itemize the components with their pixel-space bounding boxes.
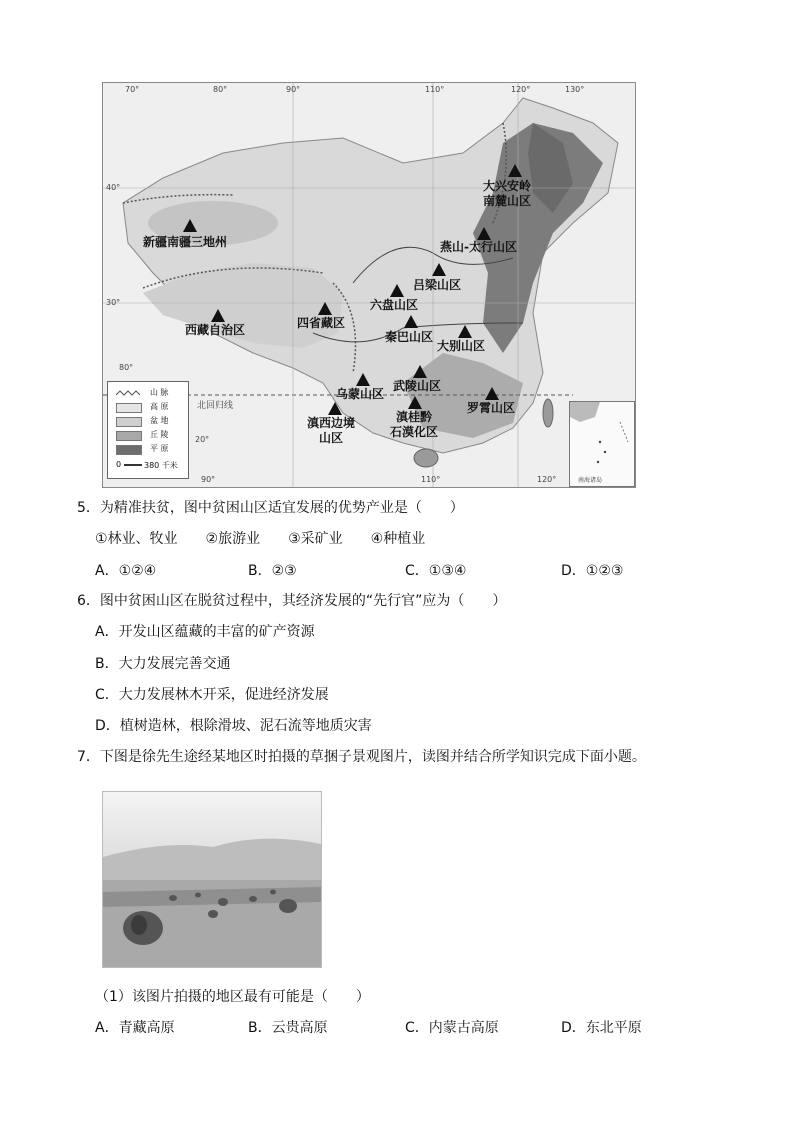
taiwan-island (543, 399, 553, 427)
region-marker-triangle (390, 284, 404, 297)
question-6-option-d[interactable]: D．植树造林，根除滑坡、泥石流等地质灾害 (95, 718, 372, 734)
region-label-luoxiao: 罗霄山区 (467, 401, 516, 415)
poverty-region-map (102, 82, 636, 488)
question-6-option-c[interactable]: C．大力发展林木开采，促进经济发展 (95, 687, 329, 703)
lon-label: 120° (537, 475, 557, 484)
lon-label: 120° (511, 85, 531, 94)
lat-label: 40° (106, 183, 121, 192)
region-label-liupan: 六盘山区 (370, 298, 419, 312)
lon-label: 110° (425, 85, 445, 94)
legend-item-plateau: 高 原 (116, 402, 186, 412)
mountain-symbol-icon (116, 389, 140, 397)
region-marker-triangle (485, 387, 499, 400)
region-label-dabie: 大别山区 (437, 339, 486, 353)
legend-item-hill: 丘 陵 (116, 430, 186, 440)
region-marker-triangle (508, 164, 522, 177)
haybale-landscape-photo (102, 791, 322, 968)
region-marker-triangle (413, 365, 427, 378)
region-marker-triangle (183, 219, 197, 232)
region-marker-triangle (356, 373, 370, 386)
region-label-wuling: 武陵山区 (393, 379, 442, 393)
region-label-qinba: 秦巴山区 (385, 330, 434, 344)
lon-label: 90° (286, 85, 301, 94)
question-7-option-b[interactable]: B．云贵高原 (248, 1020, 328, 1036)
lon-label: 110° (421, 475, 441, 484)
question-5-stem: 5．为精准扶贫，图中贫困山区适宜发展的优势产业是（ ） (77, 500, 464, 516)
legend-item-plain: 平 原 (116, 444, 186, 454)
region-label-dianguiqian: 滇桂黔 石漠化区 (390, 410, 439, 439)
region-marker-triangle (318, 302, 332, 315)
lon-label: 90° (201, 475, 216, 484)
region-marker-triangle (458, 325, 472, 338)
lon-label: 130° (565, 85, 585, 94)
region-label-daxinganling: 大兴安岭 南麓山区 (483, 179, 532, 208)
legend-item-mountain: 山 脉 (116, 388, 186, 398)
region-marker-triangle (211, 309, 225, 322)
question-7-option-c[interactable]: C．内蒙古高原 (405, 1020, 499, 1036)
question-5-items: ①林业、牧业 ②旅游业 ③采矿业 ④种植业 (95, 531, 426, 547)
question-5-option-a[interactable]: A．①②④ (95, 563, 157, 579)
scale-bar: 0 380 千米 (116, 460, 178, 470)
question-6-option-a[interactable]: A．开发山区蕴藏的丰富的矿产资源 (95, 624, 315, 640)
question-7-sub1-stem: （1）该图片拍摄的地区最有可能是（ ） (95, 989, 370, 1005)
map-legend (107, 381, 189, 479)
question-7-stem: 7．下图是徐先生途经某地区时拍摄的草捆子景观图片，读图并结合所学知识完成下面小题。 (77, 749, 646, 765)
question-5-option-b[interactable]: B．②③ (248, 563, 297, 579)
region-marker-triangle (432, 263, 446, 276)
region-marker-triangle (404, 315, 418, 328)
region-label-sisheng: 四省藏区 (297, 316, 346, 330)
question-6-option-b[interactable]: B．大力发展完善交通 (95, 656, 231, 672)
lon-label: 80° (213, 85, 228, 94)
lat-label: 80° (119, 363, 134, 372)
region-label-xinjiang: 新疆南疆三地州 (143, 235, 228, 249)
south-china-sea-inset (569, 401, 635, 487)
hainan-island (414, 449, 438, 467)
lat-label: 30° (106, 298, 121, 307)
region-marker-triangle (328, 402, 342, 415)
question-5-option-c[interactable]: C．①③④ (405, 563, 467, 579)
region-label-dianxi: 滇西边境 山区 (307, 416, 356, 445)
region-marker-triangle (408, 396, 422, 409)
lat-label: 20° (195, 435, 210, 444)
tropic-label: 北回归线 (197, 401, 234, 411)
region-label-xizang: 西藏自治区 (185, 323, 246, 337)
region-label-yanshan: 燕山-太行山区 (440, 240, 517, 254)
inset-label: 南海诸岛 (578, 477, 603, 484)
region-marker-triangle (477, 227, 491, 240)
question-7-option-a[interactable]: A．青藏高原 (95, 1020, 175, 1036)
question-7-option-d[interactable]: D．东北平原 (561, 1020, 642, 1036)
question-6-stem: 6．图中贫困山区在脱贫过程中，其经济发展的“先行官”应为（ ） (77, 593, 507, 609)
lon-label: 70° (125, 85, 140, 94)
question-5-option-d[interactable]: D．①②③ (561, 563, 624, 579)
region-label-lvliang: 吕梁山区 (413, 278, 462, 292)
legend-item-basin: 盆 地 (116, 416, 186, 426)
region-label-wumeng: 乌蒙山区 (336, 387, 385, 401)
